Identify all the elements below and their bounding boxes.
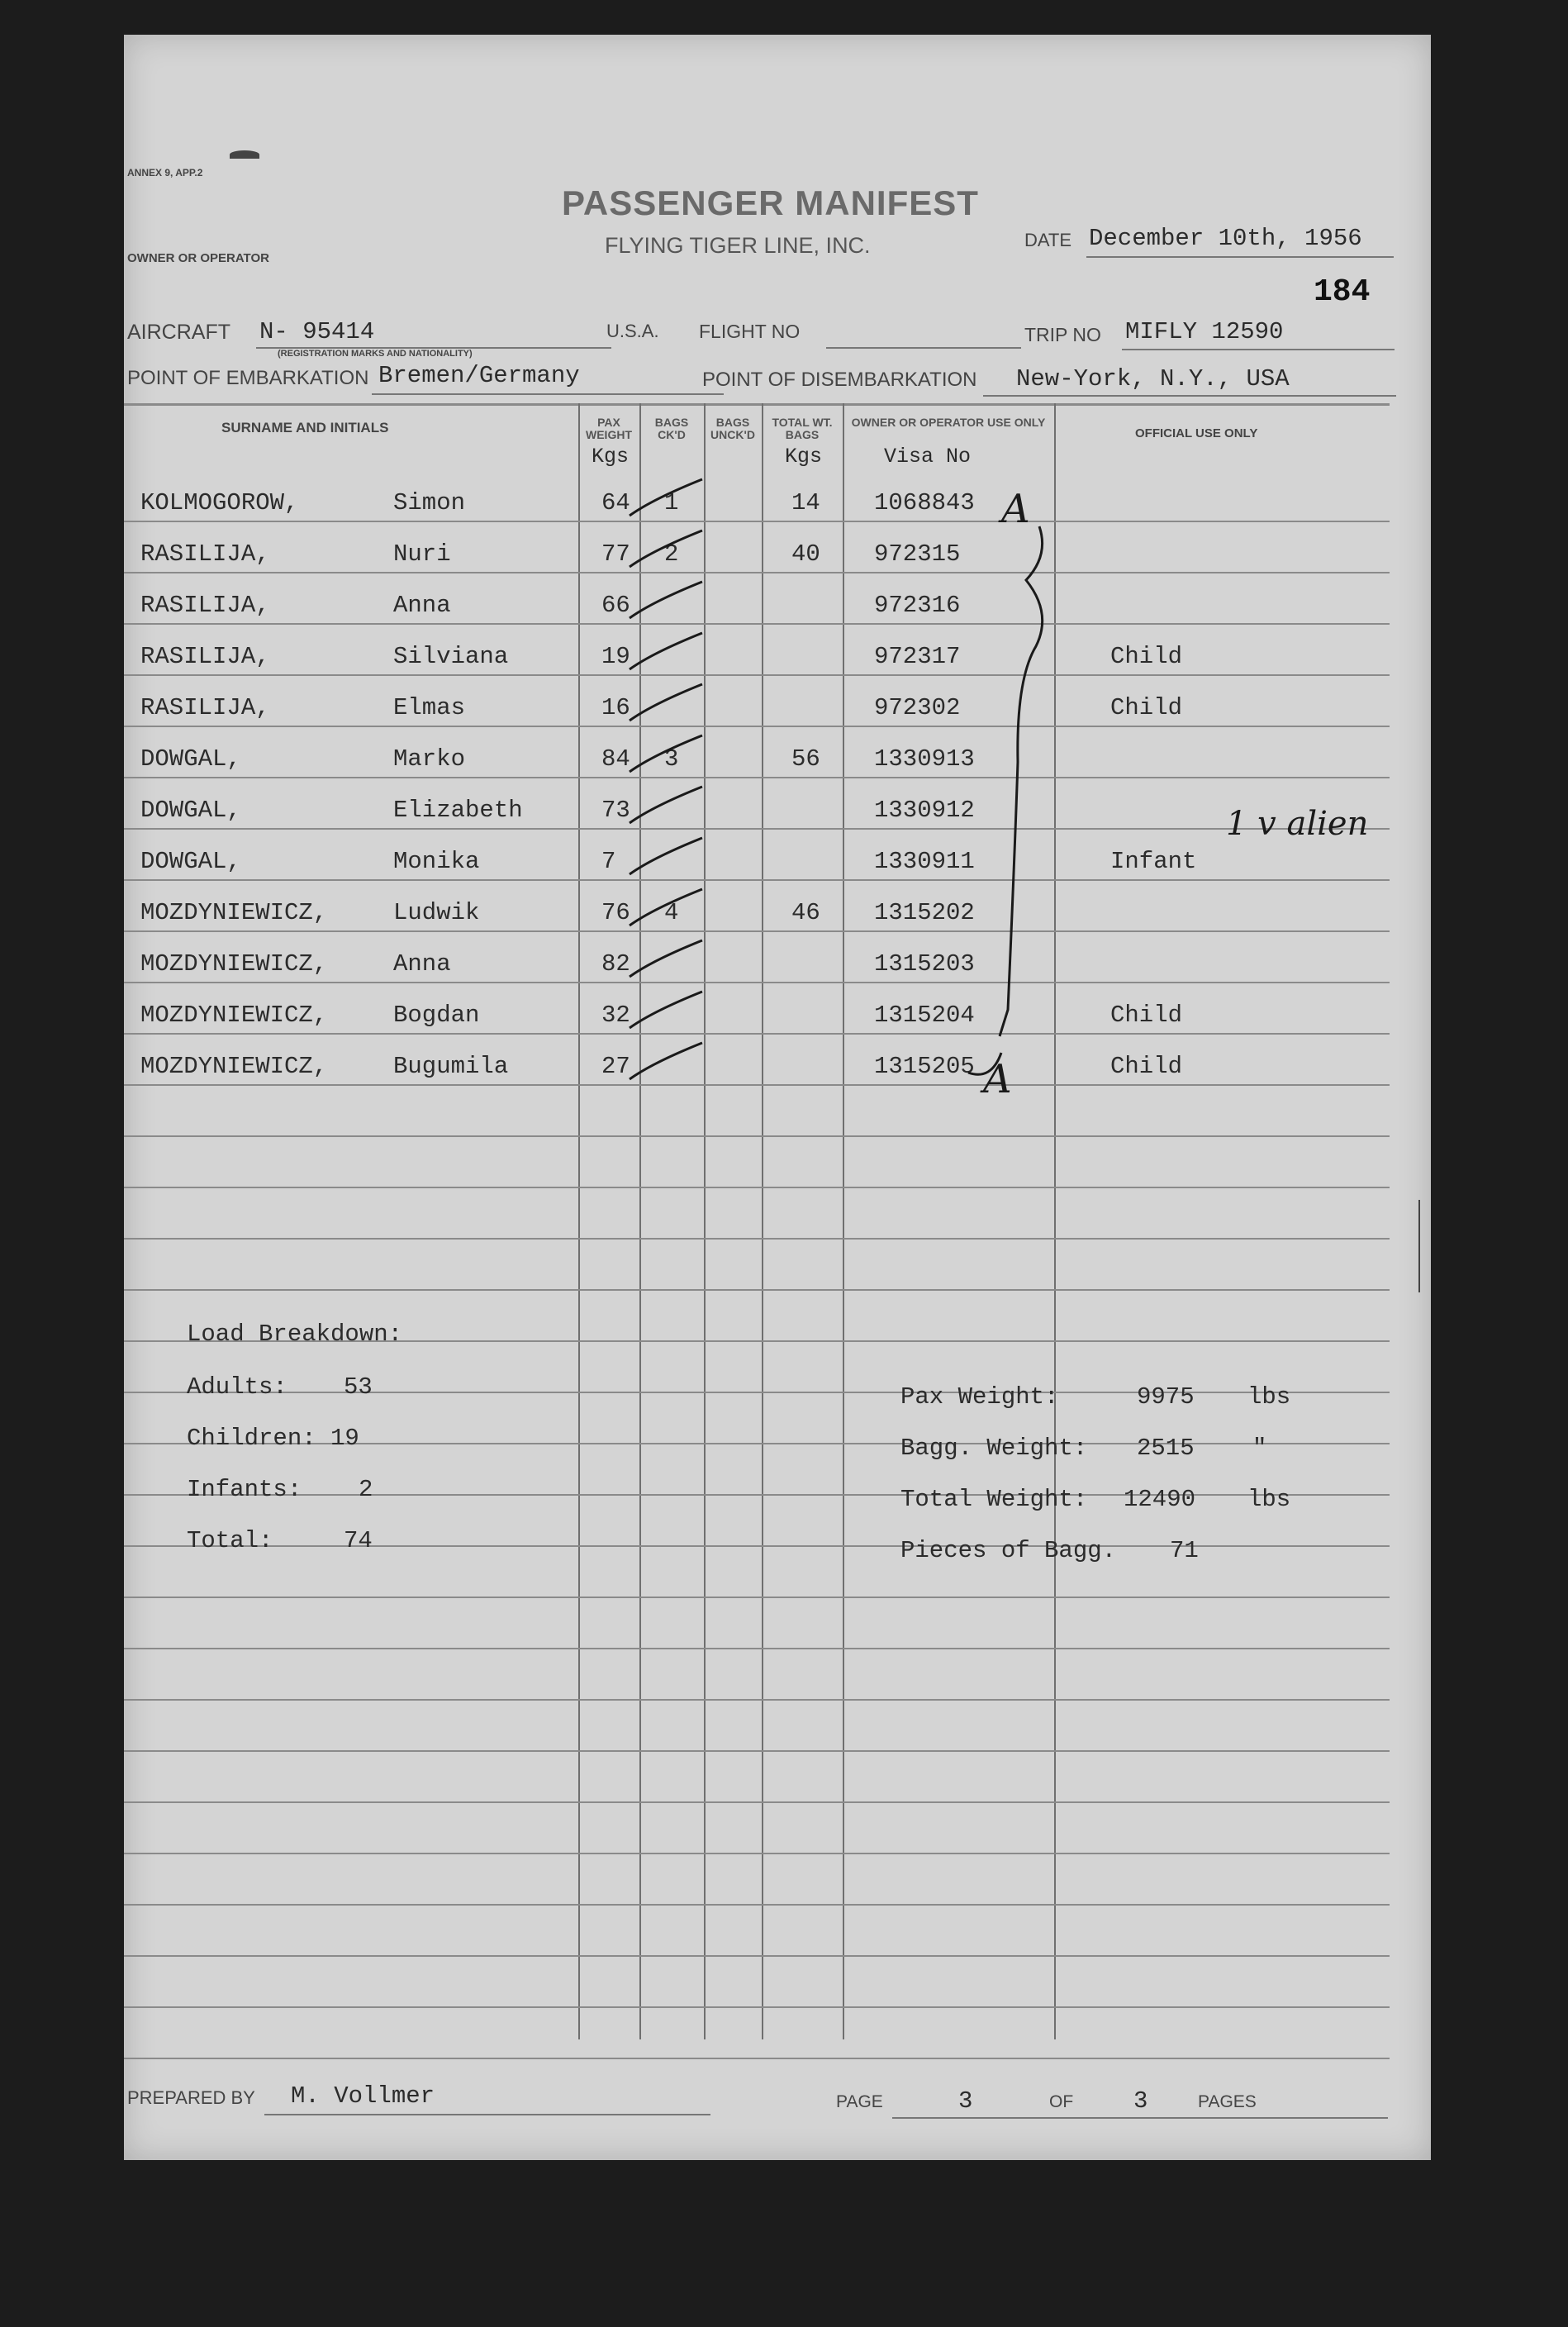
check-tick bbox=[630, 787, 702, 823]
cell-weight: 19 bbox=[601, 643, 630, 670]
cell-total: 56 bbox=[791, 745, 820, 773]
cell-surname: MOZDYNIEWICZ, bbox=[140, 1002, 328, 1029]
total-weight-unit: lbs bbox=[1247, 1486, 1291, 1513]
load-breakdown-title: Load Breakdown: bbox=[187, 1321, 403, 1348]
check-tick bbox=[630, 940, 702, 977]
pieces-label: Pieces of Bagg. bbox=[900, 1537, 1117, 1564]
pax-weight-label: Pax Weight: bbox=[900, 1383, 1059, 1411]
col-header-visa: Visa No bbox=[884, 445, 972, 469]
check-tick bbox=[630, 531, 702, 567]
cell-surname: DOWGAL, bbox=[140, 848, 241, 875]
col-header-bags-ckd: BAGS CK'D bbox=[654, 416, 689, 441]
prepared-value: M. Vollmer bbox=[291, 2082, 435, 2110]
col-header-pax-weight: PAX WEIGHT bbox=[586, 416, 632, 441]
handwritten-note: 1 v alien bbox=[1226, 805, 1369, 843]
bagg-weight-value: 2515 bbox=[1137, 1435, 1195, 1462]
page-label: PAGE bbox=[836, 2092, 883, 2111]
cell-given: Nuri bbox=[393, 540, 451, 568]
embark-label: POINT OF EMBARKATION bbox=[127, 367, 369, 389]
embark-value: Bremen/Germany bbox=[378, 362, 580, 389]
cell-surname: MOZDYNIEWICZ, bbox=[140, 950, 328, 978]
pax-weight-unit: lbs bbox=[1247, 1383, 1291, 1411]
check-tick bbox=[630, 633, 702, 669]
cell-official: Child bbox=[1110, 1002, 1183, 1029]
adults-value: 53 bbox=[344, 1373, 373, 1401]
owner-label: OWNER OR OPERATOR bbox=[127, 251, 269, 265]
total-weight-value: 12490 bbox=[1124, 1486, 1196, 1513]
cell-bags: 4 bbox=[664, 899, 679, 926]
cell-visa: 972316 bbox=[874, 592, 961, 619]
of-value: 3 bbox=[1133, 2087, 1148, 2115]
infants-label: Infants: bbox=[187, 1476, 302, 1503]
cell-surname: RASILIJA, bbox=[140, 643, 270, 670]
col-header-bags-unckd: BAGS UNCK'D bbox=[710, 416, 755, 441]
check-tick bbox=[630, 735, 702, 772]
registration-note: (REGISTRATION MARKS AND NATIONALITY) bbox=[278, 349, 473, 359]
cell-weight: 32 bbox=[601, 1002, 630, 1029]
cell-given: Elmas bbox=[393, 694, 466, 721]
pax-weight-value: 9975 bbox=[1137, 1383, 1195, 1411]
bagg-weight-label: Bagg. Weight: bbox=[900, 1435, 1088, 1462]
cell-visa: 972315 bbox=[874, 540, 961, 568]
col-header-owner-use: OWNER OR OPERATOR USE ONLY bbox=[851, 416, 1046, 429]
manifest-sheet bbox=[124, 35, 1431, 2160]
adults-label: Adults: bbox=[187, 1373, 287, 1401]
cell-given: Anna bbox=[393, 950, 451, 978]
usa-label: U.S.A. bbox=[606, 321, 659, 341]
cell-visa: 1330913 bbox=[874, 745, 975, 773]
col-header-total-unit: Kgs bbox=[785, 445, 823, 469]
cell-visa: 1330911 bbox=[874, 848, 975, 875]
cell-bags: 3 bbox=[664, 745, 679, 773]
children-value: 19 bbox=[330, 1425, 359, 1452]
disembark-label: POINT OF DISEMBARKATION bbox=[702, 369, 977, 391]
check-tick bbox=[630, 684, 702, 721]
cell-weight: 27 bbox=[601, 1053, 630, 1080]
cell-visa: 972302 bbox=[874, 694, 961, 721]
cell-bags: 1 bbox=[664, 489, 679, 516]
cell-surname: RASILIJA, bbox=[140, 694, 270, 721]
disembark-value: New-York, N.Y., USA bbox=[1016, 365, 1290, 393]
cell-weight: 64 bbox=[601, 489, 630, 516]
cell-given: Ludwik bbox=[393, 899, 480, 926]
cell-surname: RASILIJA, bbox=[140, 540, 270, 568]
cell-surname: KOLMOGOROW, bbox=[140, 489, 299, 516]
page-value: 3 bbox=[958, 2087, 973, 2115]
manifest-title: PASSENGER MANIFEST bbox=[562, 183, 979, 222]
page-stamp: 184 bbox=[1314, 274, 1371, 310]
total-value: 74 bbox=[344, 1527, 373, 1554]
bagg-weight-unit: " bbox=[1252, 1435, 1267, 1462]
cell-given: Elizabeth bbox=[393, 797, 523, 824]
cell-total: 14 bbox=[791, 489, 820, 516]
cell-visa: 1068843 bbox=[874, 489, 975, 516]
cell-official: Infant bbox=[1110, 848, 1197, 875]
cell-weight: 84 bbox=[601, 745, 630, 773]
cell-visa: 1330912 bbox=[874, 797, 975, 824]
date-label: DATE bbox=[1024, 230, 1072, 250]
bracket-line bbox=[1000, 526, 1043, 1036]
col-header-total-wt: TOTAL WT. BAGS bbox=[772, 416, 833, 441]
col-header-official: OFFICIAL USE ONLY bbox=[1135, 426, 1258, 440]
children-label: Children: bbox=[187, 1425, 316, 1452]
total-label: Total: bbox=[187, 1527, 273, 1554]
cell-official: Child bbox=[1110, 643, 1183, 670]
pages-label: PAGES bbox=[1198, 2092, 1257, 2111]
cell-surname: MOZDYNIEWICZ, bbox=[140, 1053, 328, 1080]
cell-weight: 82 bbox=[601, 950, 630, 978]
cell-given: Bogdan bbox=[393, 1002, 480, 1029]
cell-weight: 16 bbox=[601, 694, 630, 721]
cell-visa: 1315203 bbox=[874, 950, 975, 978]
cell-bags: 2 bbox=[664, 540, 679, 568]
cell-visa: 972317 bbox=[874, 643, 961, 670]
cell-visa: 1315205 bbox=[874, 1053, 975, 1080]
cell-surname: MOZDYNIEWICZ, bbox=[140, 899, 328, 926]
aircraft-value: N- 95414 bbox=[259, 318, 375, 345]
cell-given: Bugumila bbox=[393, 1053, 509, 1080]
trip-label: TRIP NO bbox=[1024, 324, 1101, 345]
company-name: FLYING TIGER LINE, INC. bbox=[605, 233, 871, 258]
cell-weight: 73 bbox=[601, 797, 630, 824]
check-tick bbox=[630, 1043, 702, 1079]
handwritten-a-bottom: A bbox=[983, 1056, 1012, 1102]
col-header-pax-unit: Kgs bbox=[592, 445, 630, 469]
cell-surname: RASILIJA, bbox=[140, 592, 270, 619]
infants-value: 2 bbox=[359, 1476, 373, 1503]
cell-surname: DOWGAL, bbox=[140, 797, 241, 824]
total-weight-label: Total Weight: bbox=[900, 1486, 1088, 1513]
handwritten-marks bbox=[124, 35, 1431, 2160]
check-tick bbox=[630, 838, 702, 874]
trip-value: MIFLY 12590 bbox=[1125, 318, 1284, 345]
cell-given: Marko bbox=[393, 745, 466, 773]
flight-label: FLIGHT NO bbox=[699, 321, 801, 342]
check-tick bbox=[630, 479, 702, 516]
cell-weight: 76 bbox=[601, 899, 630, 926]
cell-surname: DOWGAL, bbox=[140, 745, 241, 773]
prepared-label: PREPARED BY bbox=[127, 2087, 255, 2108]
date-value: December 10th, 1956 bbox=[1089, 225, 1362, 252]
cell-visa: 1315202 bbox=[874, 899, 975, 926]
check-tick bbox=[630, 992, 702, 1028]
aircraft-label: AIRCRAFT bbox=[127, 321, 230, 344]
of-label: OF bbox=[1049, 2092, 1074, 2111]
cell-total: 46 bbox=[791, 899, 820, 926]
col-header-name: SURNAME AND INITIALS bbox=[221, 420, 389, 435]
cell-official: Child bbox=[1110, 1053, 1183, 1080]
pieces-value: 71 bbox=[1170, 1537, 1199, 1564]
cell-weight: 7 bbox=[601, 848, 616, 875]
check-tick bbox=[630, 889, 702, 926]
cell-given: Monika bbox=[393, 848, 480, 875]
cell-official: Child bbox=[1110, 694, 1183, 721]
handwritten-a-top: A bbox=[1001, 486, 1030, 532]
check-tick bbox=[630, 582, 702, 618]
cell-given: Anna bbox=[393, 592, 451, 619]
cell-weight: 77 bbox=[601, 540, 630, 568]
cell-total: 40 bbox=[791, 540, 820, 568]
cell-weight: 66 bbox=[601, 592, 630, 619]
cell-given: Simon bbox=[393, 489, 466, 516]
cell-given: Silviana bbox=[393, 643, 509, 670]
cell-visa: 1315204 bbox=[874, 1002, 975, 1029]
annex-label: ANNEX 9, APP.2 bbox=[127, 167, 203, 178]
